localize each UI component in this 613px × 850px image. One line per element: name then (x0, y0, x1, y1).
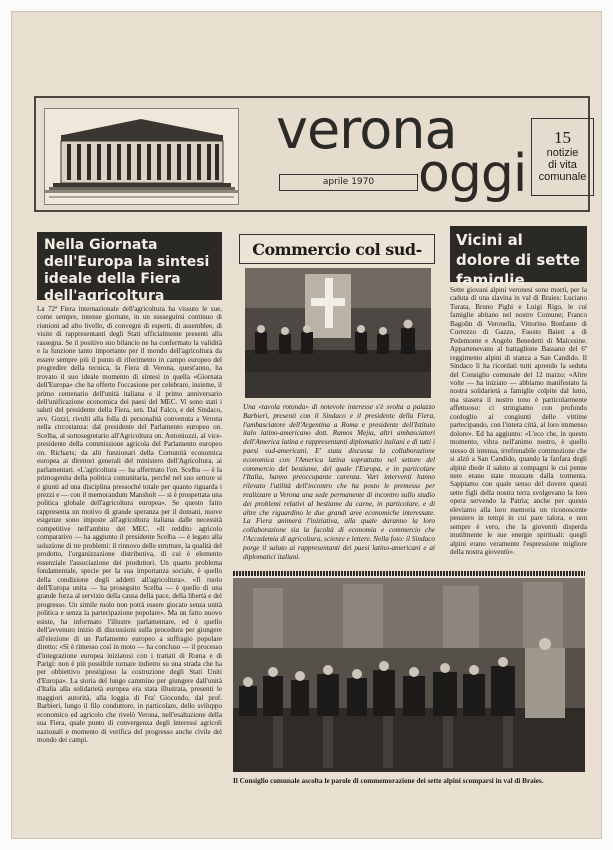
divider-stripe (233, 571, 585, 576)
round-table-photo (245, 268, 431, 398)
issue-line-1: notizie (546, 147, 579, 159)
masthead-title-oggi: oggi (418, 144, 527, 204)
issue-line-2: di vita (548, 159, 577, 171)
issue-date: aprile 1970 (279, 174, 418, 191)
article2-headline: Commercio col sud- (239, 234, 435, 264)
building-illustration (44, 108, 239, 205)
issue-number: 15 (554, 128, 571, 147)
issue-info-box (531, 118, 594, 196)
article1-headline: Nella Giornata dell'Europa la sintesi ideale della Fiera dell'agricoltura (37, 232, 222, 300)
issue-line-3: comunale (538, 171, 587, 183)
council-photo-caption: Il Consiglio comunale ascolta le parole di commemorazione dei sette alpini scomparsi in val di Braies. (233, 777, 544, 785)
council-photo (233, 578, 585, 772)
article2-caption: Una «tavola rotonda» di notevole interesse s'è svolta a palazzo Barbieri, presenti con il Sindaco e il presidente della Fiera, l'ambasciatore dell'Argentina a Roma e presidente dell'Istituto italo latino-americano dott. Ramos Mejia, altri ambasciatori dell'America latina e rappresentanti diplomatici italiani e di tutti i paesi sud-americani. E' stata discussa la collaborazione economica con l'America latina soprattutto nel settore del commercio del bestiame, del quale l'Europa, e in particolare l'Italia, hanno preoccupante carenza. Vari interventi hanno rilevato l'utilità dell'incontro che ha posto le premesse per realizzare a Verona una sede permanente di incontro sullo studio dei problemi relativi al bestiame da carne, in particolare, e di altre che riguardino le due grandi aree economiche interessate. La Fiera animerà l'iniziativa, alla quale daranno la loro collaborazione sia la facoltà di economia e commercio che l'Accademia di agricoltura, scienze e lettere. Nella foto: il Sindaco porge il saluto ai rappresentanti dei paesi latino-americani e ai diplomatici italiani. (243, 403, 435, 561)
article1-body: La 72ª Fiera internazionale dell'agricoltura ha vissuto le sue, come sempre, intense giornate, in un susseguirsi continuo di riunioni ad alto livello, di convegni di esperti, di assemblee, di visite di rappresentanti degli Stati ufficialmente presenti alla rassegna. Se il positivo suo bilancio ne ha confermato la validità e la funzione tanto importante per il mondo dell'agricoltura da essere sempre più il punto di riferimento in campo europeo del progredire della tecnica, la Fiera di Verona, quest'anno, ha trovato il suo ideale momento di sintesi in quella «Giornata dell'Europa» che ha offerto l'occasione per celebrare, insieme, il primo centenario dell'unità italiana e il primo anniversario dell'unificazione economica dei paesi del MEC. Vi sono stati i saluti del presidente della Fiera, sen. Dal Falco, e del Sindaco, avv. Gozzi, rivolti alla folla di personalità convenuta a Verona nella circostanza: dal presidente del Parlamento europeo on. Scelba, al sottosegretario all'Agricoltura on. Antoniozzi, al vice-presidente della commissione agricola del Parlamento europeo on. Richarts; da alti funzionari della Comunità economica europea ai direttori generali del ministero dell'Agricoltura, ai parlamentari. «L'agricoltura — ha affermato l'on. Scelba — è la primogenita della politica comunitaria, perché nel suo settore si è giunti ad una disciplina pressoché totale per quanto riguarda i prezzi e — con il memorandum Mansholt — si è prospettata una politica globale dell'agricoltura europea». Se questo fatto rappresenta un motivo di grande speranza per il domani, nuove esigenze sono imposte all'agricoltura italiana dalle necessità competitive nell'ambito del MEC. «Il reddito agricolo comparativo — ha aggiunto il presidente Scelba — è legato alla soluzione di tre problemi: il rinnovo delle strutture, la qualità del prodotto, l'organizzazione distributiva, di cui è elemento essenziale l'associazione dei produttori. Un quarto problema fondamentale, specie per la sua importanza sociale, è quello della condizione degli addetti all'agricoltura». «Il ruolo dell'Europa unita — ha proseguito Scelba — è quello di una grande forza al servizio della causa della pace, della libertà e del progresso. Un simile ruolo non potrà essere giocato senza unità politica e senza la partecipazione popolare». Ma un fatto nuovo esiste, ha informato l'illustre parlamentare, ed è quello dell'avvenuto inizio di discussioni sulla procedura per giungere all'elezione di un Parlamento europeo a suffragio popolare diretto: «Si è rimesso così in moto — ha concluso — il processo d'integrazione europea iniziatosi con i trattati di Roma e di Parigi: non è più possibile tornare indietro su una strada che ha per obbiettivo prestigioso la costruzione degli Stati Uniti d'Europa». La storia del lungo cammino per giungere dall'unità d'Italia alla solidarietà europea era stata illustrata, presenti le maggiori autorità, alla loggia di Fra' Giocondo, dal prof. Barbieri, lungo il filo conduttore, in particolare, dello sviluppo economico ed agricolo che rivelò Verona, nell'esaltazione della sua Fiera, quale punto di convergenza degli interessi agricoli nazionali e momento di verifica del progresso anche civile del mondo dei campi. (37, 305, 222, 745)
article3-body: Sette giovani alpini veronesi sono morti, per la caduta di una slavina in val di Braies: Luciano Turata, Bruno Pighi e Luigi Rigo, le cui famiglie abitano nel nostro Comune; Franco Bagolin di Veronella, Vittorino Bonfante di Correzzo di Gazzo, Fausto Baiett a di Pedemonte e Angelo Benedetti di Malcesine. Appartenevano al battaglione Bassano del 6º reggimento alpini di stanza a San Candido. Il Sindaco li ha ricordati tutti aprendo la seduta del Consiglio comunale del 12 marzo: «Altre volte — ha iniziato — abbiamo manifestato la nostra solidarietà a famiglie colpite dal lutto, ma stasera il nostro tono è particolarmente affettuoso: ci stringiamo con profondo cordoglio ai congiunti delle vittime partecipando, con l'intera città, al loro immenso dolore». Ed ha aggiunto: «L'eco che, in questo momento, vibra nell'animo nostro, è quello stesso di intensa, irrefrenabile commozione che si alzò a San Candido, quando la fanfara degli alpini diede il saluto ai compagni le cui penne nere erano state mozzate dalla tormenta. Sappiamo con quale senso del dovere questi sette figli della nostra terra svolgevano la loro opera servendo la Patria; anche per questo eleviamo alla loro memoria un riconoscente pensiero in tempi in cui pare talora, e non sempre è vero, che la gioventù disperda inutilmente le sue energie spirituali: quegli alpini erano veramente l'espressione migliore della nostra gioventù». (450, 286, 587, 557)
masthead-title-verona: verona (276, 98, 457, 161)
article3-headline: Vicini al dolore di sette famiglie (450, 226, 587, 282)
